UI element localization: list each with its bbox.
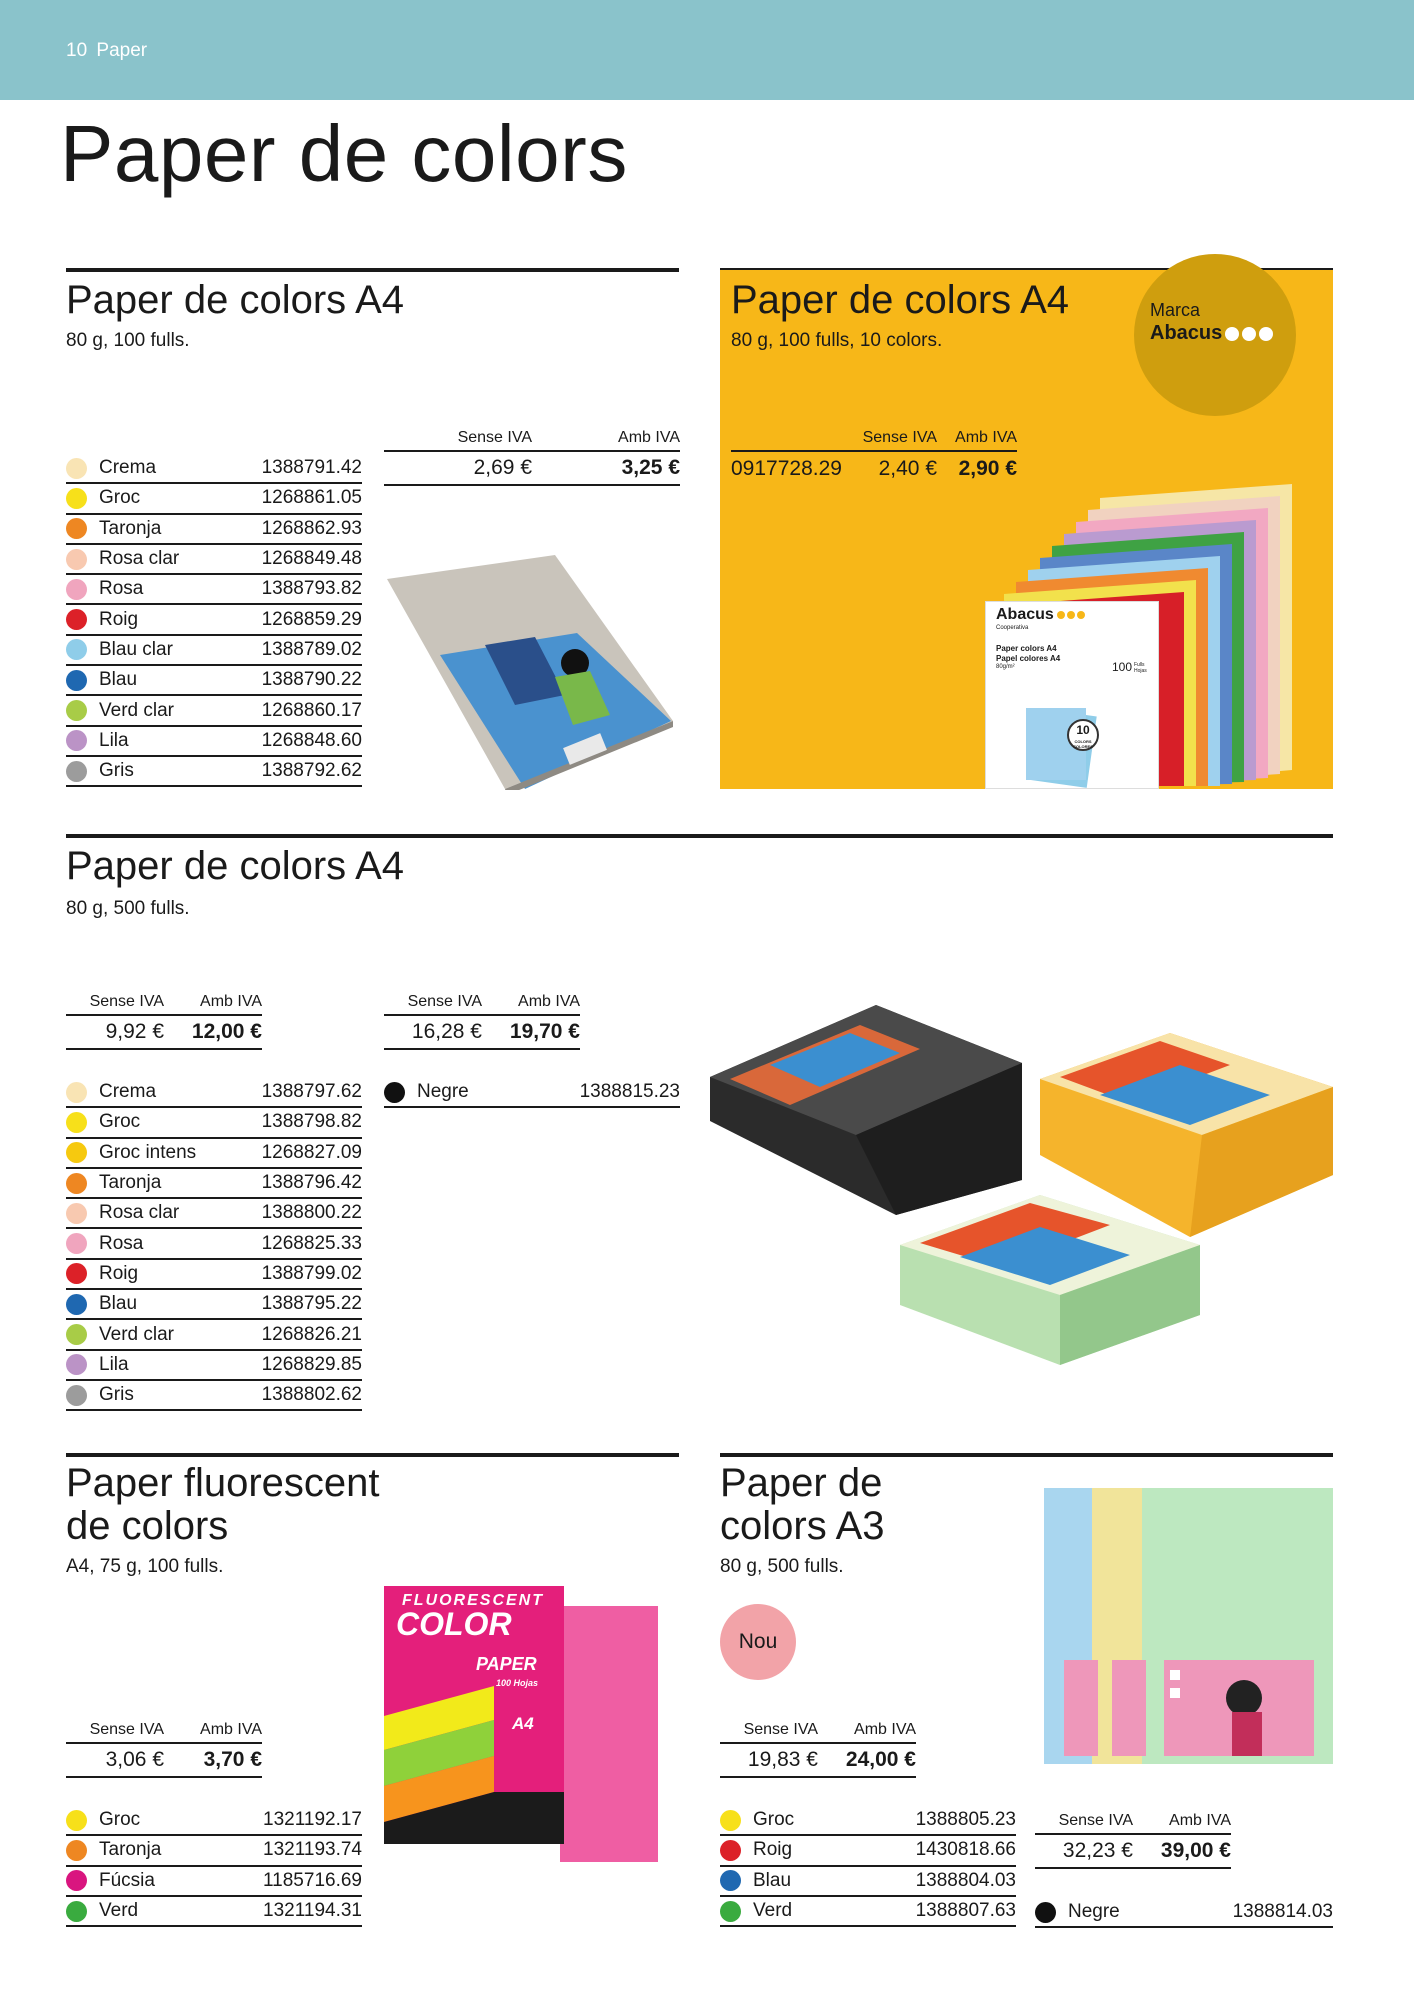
title-line: de colors [66, 1504, 229, 1548]
header-bar [0, 0, 1414, 100]
list-item [66, 1169, 362, 1199]
list-item [66, 1806, 362, 1836]
price-table-black [1035, 1807, 1231, 1869]
label-sense-iva: Sense IVA [1058, 1812, 1133, 1829]
color-name: Crema [99, 457, 157, 479]
color-swatch [66, 458, 87, 479]
dot-icon [1259, 327, 1273, 341]
list-item [720, 1897, 1016, 1927]
label-sense-iva: Sense IVA [407, 993, 482, 1010]
price-without-vat: 19,83 € [747, 1748, 818, 1771]
section-rule [66, 1453, 679, 1457]
list-item [66, 484, 362, 514]
price-without-vat: 32,23 € [1062, 1839, 1133, 1862]
product-code: 1388807.63 [915, 1900, 1016, 1922]
color-name: Verd clar [99, 699, 174, 721]
dot-icon [1225, 327, 1239, 341]
color-list [66, 1806, 362, 1927]
section-title [720, 1462, 885, 1548]
section-rule [66, 268, 679, 272]
pack-line: Papel colores A4 [996, 654, 1061, 663]
page-breadcrumb [66, 40, 147, 62]
title-line: Paper de [720, 1461, 883, 1505]
color-swatch [66, 761, 87, 782]
color-name: Negre [1068, 1901, 1120, 1923]
color-swatch [66, 1324, 87, 1345]
list-item [66, 1078, 362, 1108]
product-code: 1268862.93 [261, 517, 362, 539]
label-sense-iva: Sense IVA [89, 993, 164, 1010]
color-name: Blau [99, 1293, 138, 1315]
title-line: colors A3 [720, 1504, 885, 1548]
pack-circle-number: 10 [1076, 723, 1090, 737]
label-sense-iva: Sense IVA [89, 1721, 164, 1738]
color-name: Blau clar [99, 638, 173, 660]
color-swatch [66, 1840, 87, 1861]
pack-circle-label: COLORS COLORES [1073, 739, 1093, 749]
product-image-reams [710, 1005, 1333, 1365]
product-code: 1388789.02 [261, 638, 362, 660]
color-name: Taronja [99, 1172, 162, 1194]
price-without-vat: 3,06 € [105, 1748, 164, 1771]
label-amb-iva: Amb IVA [200, 1721, 262, 1738]
color-swatch [66, 1203, 87, 1224]
label-amb-iva: Amb IVA [955, 429, 1017, 446]
color-name: Taronja [99, 517, 162, 539]
product-code: 1268827.09 [261, 1141, 362, 1163]
color-swatch [66, 639, 87, 660]
product-code: 1388799.02 [261, 1262, 362, 1284]
pack-line: COLOR [396, 1606, 512, 1642]
price-table [66, 988, 262, 1050]
color-swatch [66, 1082, 87, 1103]
color-name: Gris [99, 1384, 134, 1406]
section-subtitle: A4, 75 g, 100 fulls. [66, 1556, 224, 1577]
price-with-vat: 2,90 € [958, 457, 1017, 480]
brand-badge [1134, 254, 1296, 416]
color-list-black [384, 1078, 680, 1108]
list-item [66, 515, 362, 545]
color-name: Groc [753, 1809, 795, 1831]
product-code: 1321194.31 [263, 1900, 362, 1922]
color-swatch [66, 1901, 87, 1922]
page-number: 10 [66, 40, 88, 61]
list-item [66, 1229, 362, 1259]
color-swatch [66, 1294, 87, 1315]
pack-brand: Abacus [996, 606, 1054, 623]
label-sense-iva: Sense IVA [457, 429, 532, 446]
color-swatch [720, 1870, 741, 1891]
product-code: 1388791.42 [261, 457, 362, 479]
section-subtitle: 80 g, 500 fulls. [720, 1556, 844, 1577]
product-code: 0917728.29 [731, 457, 842, 480]
pack-line: Paper colors A4 [996, 644, 1057, 653]
section-rule [66, 834, 1333, 838]
color-name: Verd [99, 1900, 139, 1922]
list-item [66, 1381, 362, 1411]
list-item [66, 1199, 362, 1229]
dot-icon [1077, 611, 1085, 619]
price-table [384, 424, 680, 486]
product-code: 1388800.22 [261, 1202, 362, 1224]
color-name: Rosa clar [99, 548, 180, 570]
color-swatch [66, 518, 87, 539]
color-name: Groc intens [99, 1141, 197, 1163]
dot-icon [1067, 611, 1075, 619]
product-code: 1268859.29 [261, 608, 362, 630]
section-name: Paper [96, 40, 148, 61]
price-without-vat: 9,92 € [105, 1020, 164, 1043]
product-code: 1268826.21 [261, 1323, 362, 1345]
section-rule [720, 1453, 1333, 1457]
product-code: 1388804.03 [915, 1869, 1016, 1891]
color-swatch [66, 1354, 87, 1375]
color-list-black [1035, 1898, 1333, 1928]
list-item [720, 1806, 1016, 1836]
product-code: 1388796.42 [261, 1172, 362, 1194]
color-swatch [66, 488, 87, 509]
list-item [66, 1290, 362, 1320]
label-amb-iva: Amb IVA [518, 993, 580, 1010]
product-code: 1388798.82 [261, 1111, 362, 1133]
product-code: 1268861.05 [261, 487, 362, 509]
product-code: 1185716.69 [263, 1869, 362, 1891]
label-amb-iva: Amb IVA [854, 1721, 916, 1738]
product-code: 1321193.74 [263, 1839, 362, 1861]
brand-name: Abacus [1150, 322, 1223, 345]
section-subtitle: 80 g, 500 fulls. [66, 898, 190, 919]
title-line: Paper fluorescent [66, 1461, 380, 1505]
color-swatch [66, 1385, 87, 1406]
color-list [66, 454, 362, 787]
list-item [66, 1867, 362, 1897]
label-sense-iva: Sense IVA [862, 429, 937, 446]
pack-stripes [384, 1686, 564, 1844]
pack-line: FLUORESCENT [402, 1592, 544, 1609]
product-code: 1268860.17 [261, 699, 362, 721]
dot-icon [1057, 611, 1065, 619]
list-item [66, 545, 362, 575]
list-item [66, 1108, 362, 1138]
color-name: Taronja [99, 1839, 162, 1861]
section-subtitle: 80 g, 100 fulls, 10 colors. [731, 330, 943, 351]
list-item [66, 454, 362, 484]
color-swatch [66, 700, 87, 721]
list-item [66, 696, 362, 726]
price-table-black [384, 988, 580, 1050]
color-swatch [66, 1112, 87, 1133]
list-item [66, 1320, 362, 1350]
product-code: 1321192.17 [263, 1809, 362, 1831]
color-name: Gris [99, 760, 134, 782]
label-amb-iva: Amb IVA [1169, 1812, 1231, 1829]
list-item [66, 1139, 362, 1169]
price-without-vat: 2,40 € [878, 457, 937, 480]
pack-line: PAPER [476, 1654, 537, 1674]
color-swatch [66, 609, 87, 630]
color-swatch [66, 730, 87, 751]
price-with-vat: 3,25 € [621, 456, 680, 479]
fluorescent-pack [384, 1586, 564, 1844]
product-code: 1268849.48 [261, 548, 362, 570]
list-item [66, 1260, 362, 1290]
color-name: Roig [99, 608, 139, 630]
color-name: Lila [99, 729, 129, 751]
color-name: Blau [753, 1869, 792, 1891]
section-subtitle: 80 g, 100 fulls. [66, 330, 190, 351]
price-with-vat: 24,00 € [845, 1748, 916, 1771]
price-with-vat: 19,70 € [509, 1020, 580, 1043]
color-swatch [66, 1810, 87, 1831]
color-swatch [720, 1901, 741, 1922]
color-name: Verd [753, 1900, 793, 1922]
list-item [66, 1836, 362, 1866]
label-amb-iva: Amb IVA [618, 429, 680, 446]
product-code: 1388792.62 [261, 760, 362, 782]
product-image-a3-sheets [1044, 1488, 1333, 1764]
list-item [66, 757, 362, 787]
list-item [1035, 1898, 1333, 1928]
product-code: 1388797.62 [261, 1081, 362, 1103]
list-item [66, 1897, 362, 1927]
product-code: 1388814.03 [1232, 1901, 1333, 1923]
abacus-pack [985, 601, 1159, 789]
product-code: 1388793.82 [261, 578, 362, 600]
price-without-vat: 16,28 € [411, 1020, 482, 1043]
pack-line: A4 [512, 1714, 534, 1733]
color-name: Roig [753, 1839, 793, 1861]
color-swatch [384, 1082, 405, 1103]
color-name: Rosa [99, 578, 144, 600]
pack-circle [1067, 719, 1099, 751]
color-name: Verd clar [99, 1323, 174, 1345]
list-item [66, 1351, 362, 1381]
list-item [384, 1078, 680, 1108]
color-swatch [66, 670, 87, 691]
product-code: 1388790.22 [261, 669, 362, 691]
color-name: Groc [99, 1809, 141, 1831]
color-list [66, 1078, 362, 1411]
color-name: Groc [99, 1111, 141, 1133]
section-title [66, 1462, 380, 1548]
color-swatch [1035, 1902, 1056, 1923]
list-item [66, 636, 362, 666]
color-name: Crema [99, 1081, 157, 1103]
pack-weight: 80g/m² [996, 664, 1015, 670]
color-name: Roig [99, 1262, 139, 1284]
color-name: Lila [99, 1353, 129, 1375]
product-code: 1388795.22 [261, 1293, 362, 1315]
pack-line: 100 Hojas [496, 1678, 539, 1688]
color-swatch [66, 549, 87, 570]
new-badge: Nou [720, 1604, 796, 1680]
product-code: 1430818.66 [915, 1839, 1016, 1861]
color-swatch [66, 1173, 87, 1194]
color-swatch [66, 1263, 87, 1284]
price-table [66, 1716, 262, 1778]
product-code: 1268848.60 [261, 729, 362, 751]
color-swatch [66, 1870, 87, 1891]
product-code: 1268829.85 [261, 1353, 362, 1375]
product-code: 1388802.62 [261, 1384, 362, 1406]
brand-label: Marca [1150, 300, 1201, 320]
color-list [720, 1806, 1016, 1927]
color-swatch [66, 579, 87, 600]
dot-icon [1242, 327, 1256, 341]
price-table [731, 424, 1017, 486]
list-item [720, 1867, 1016, 1897]
color-name: Negre [417, 1081, 469, 1103]
section-title: Paper de colors A4 [66, 278, 404, 322]
color-name: Rosa clar [99, 1202, 180, 1224]
price-table [720, 1716, 916, 1778]
color-swatch [66, 1233, 87, 1254]
list-item [720, 1836, 1016, 1866]
list-item [66, 666, 362, 696]
price-without-vat: 2,69 € [473, 456, 532, 479]
color-name: Blau [99, 669, 138, 691]
product-code: 1388815.23 [579, 1081, 680, 1103]
list-item [66, 575, 362, 605]
price-with-vat: 39,00 € [1160, 1839, 1231, 1862]
label-amb-iva: Amb IVA [200, 993, 262, 1010]
list-item [66, 605, 362, 635]
pack-sheet [560, 1606, 658, 1862]
pack-count: 100 [1112, 660, 1133, 674]
product-code: 1388805.23 [915, 1809, 1016, 1831]
price-with-vat: 12,00 € [191, 1020, 262, 1043]
page-title: Paper de colors [60, 109, 628, 198]
product-code: 1268825.33 [261, 1232, 362, 1254]
list-item [66, 727, 362, 757]
pack-count-label: Fulls Hojas [1134, 662, 1147, 674]
section-title: Paper de colors A4 [66, 844, 404, 888]
color-name: Groc [99, 487, 141, 509]
color-swatch [720, 1840, 741, 1861]
color-swatch [66, 1142, 87, 1163]
color-name: Rosa [99, 1232, 144, 1254]
color-swatch [720, 1810, 741, 1831]
price-with-vat: 3,70 € [203, 1748, 262, 1771]
section-title: Paper de colors A4 [731, 278, 1069, 322]
color-name: Fúcsia [99, 1869, 155, 1891]
product-image-grey-ream [385, 555, 675, 790]
pack-sub: Cooperativa [996, 625, 1029, 631]
label-sense-iva: Sense IVA [743, 1721, 818, 1738]
